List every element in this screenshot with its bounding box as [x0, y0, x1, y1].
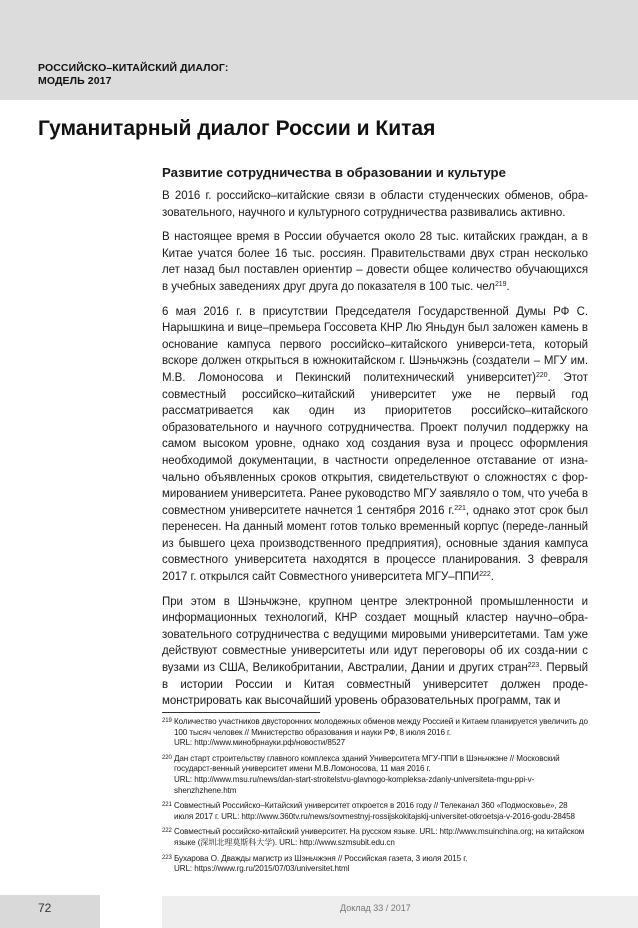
footnote-number: 223	[162, 854, 172, 861]
footnote-text: Дан старт строительству главного комплекса зданий Университета МГУ-ППИ в Шэньчжэне // Московский государст-венный университет имени М.В.Ломоносова, 11 мая 2016 г.	[174, 753, 560, 774]
section-heading: Развитие сотрудничества в образовании и культуре	[162, 165, 506, 180]
footnote-url[interactable]: URL: http://www.минобрнауки.рф/новости/8527	[174, 738, 346, 748]
paragraph-3-text-b: . Этот совместный российско–китайский университет уже не первый год рассматривается как один из приоритетов российско–китайского образовательного и научного сотрудничества. Проект получил поддержку на самом высоком уровне, однако ход создания вуза и процесс оформления необходимой документации, в частности определенное отставание от изна-чально объявленных сроков открытия, свидетельствуют о сложностях с фор-мированием университета. Ранее руководство МГУ заявляло о том, что учеба в совместном университете начнется 1 сентября 2016 г.	[162, 371, 588, 517]
footnote-number: 222	[162, 828, 172, 835]
paragraph-1	[162, 188, 588, 221]
footnote-url[interactable]: URL: http://www.msu.ru/news/dan-start-stroitelstvu-glavnogo-kompleksa-zdaniy-universiteta-mgu-ppi-v-shenzhzhene.htm	[174, 774, 535, 795]
footnote-221	[162, 801, 588, 822]
paragraph-3-text-c: , однако этот срок был перенесен. На данный момент готов только временный корпус (переде-ланный из бывшего цеха производственного предприятия), основные здания кампуса совместного университета находятся в процессе планирования. 3 февраля 2017 г. открылся сайт Совместного университета МГУ–ППИ	[162, 504, 588, 584]
footnote-ref-220[interactable]: 220	[535, 371, 548, 379]
paragraph-3-end: .	[490, 571, 494, 584]
paragraph-2-end: .	[506, 280, 510, 293]
article-body	[162, 164, 588, 718]
footnote-ref-219[interactable]: 219	[494, 280, 507, 288]
footnote-219	[162, 717, 588, 749]
footnote-223	[162, 854, 588, 875]
footnote-222	[162, 827, 588, 848]
paragraph-3-text: 6 мая 2016 г. в присутствии Председателя Государственной Думы РФ С. Нарышкина и вице–премьера Госсовета КНР Лю Яньдун был заложен камень в основание кампуса первого российско–китайского универси-тета, который вскоре должен открыться в южнокитайском г. Шэньчжэнь (создатели – МГУ им. М.В. Ломоносова и Пекинский политехнический университет)	[162, 305, 588, 384]
footnotes	[162, 717, 588, 880]
footnote-text: Совместный российско-китайский университет. На русском языке. URL: http://www.msuinchina.org; на китайском языке (深圳北理莫斯科大学). URL: http://www.szmsubit.edu.cn	[174, 827, 585, 847]
footnote-divider	[162, 712, 320, 713]
footnote-text: Количество участников двусторонних молодежных обменов между Россией и Китаем планируется увеличить до 100 тысяч человек // Министерство образования и науки РФ, 8 июля 2016 г.	[174, 717, 588, 737]
page-number-box	[0, 895, 100, 928]
footnote-url[interactable]: URL: https://www.rg.ru/2015/07/03/universitet.html	[174, 864, 350, 874]
footnote-text: Бухарова О. Дважды магистр из Шэньчжэня // Российская газета, 3 июля 2015 г.	[174, 853, 468, 863]
paragraph-1-text: В 2016 г. российско–китайские связи в области студенческих обменов, обра-зовательного, научного и культурного сотрудничества развивались активно.	[162, 190, 588, 219]
paragraph-3	[162, 304, 588, 586]
paragraph-4-text: При этом в Шэньчжэне, крупном центре электронной промышленности и информационных технологий, КНР создает мощный кластер научно–обра-зовательного сотрудничества с ведущими мировыми университетами. Там уже действуют совместные университеты или идут переговоры об их созда-нии с вузами из США, Великобритании, Австралии, Дании и других стран	[162, 595, 588, 675]
report-label: Доклад 33 / 2017	[340, 903, 411, 913]
footnote-number: 220	[162, 754, 172, 761]
footnote-220	[162, 754, 588, 796]
page-number: 72	[38, 901, 52, 915]
footnote-number: 221	[162, 802, 172, 809]
footnote-ref-221[interactable]: 221	[454, 504, 466, 512]
footnote-ref-223[interactable]: 223	[527, 662, 540, 670]
footnote-number: 219	[162, 718, 172, 724]
page-title: Гуманитарный диалог России и Китая	[38, 117, 436, 140]
series-title-line1: РОССИЙСКО–КИТАЙСКИЙ ДИАЛОГ:	[38, 62, 229, 74]
series-title	[38, 62, 228, 88]
footnote-ref-222[interactable]: 222	[479, 571, 491, 579]
paragraph-2	[162, 229, 588, 295]
paragraph-4	[162, 594, 588, 710]
series-title-line2: МОДЕЛЬ 2017	[38, 75, 112, 87]
footer-band	[162, 896, 638, 928]
paragraph-4-text-b: . Первый в истории России и Китая совместный университет должен проде-монстрировать как высочайший уровень образовательных программ, так и	[162, 662, 588, 708]
footnote-text: Совместный Российско–Китайский университет откроется в 2016 году // Телеканал 360 «Подмосковье», 28 июля 2017 г. URL: http://www.360tv.ru/news/sovmestnyj-rossijskokitajskij-universitet-otkroetsja-v-2016-godu-28458	[174, 801, 575, 821]
paragraph-2-text: В настоящее время в России обучается около 28 тыс. китайских граждан, а в Китае учатся более 16 тыс. россиян. Правительствами двух стран несколько лет назад был поставлен ориентир – довести общее количество обучающихся в учебных заведениях друг друга до показателя в 100 тыс. чел	[162, 231, 588, 293]
